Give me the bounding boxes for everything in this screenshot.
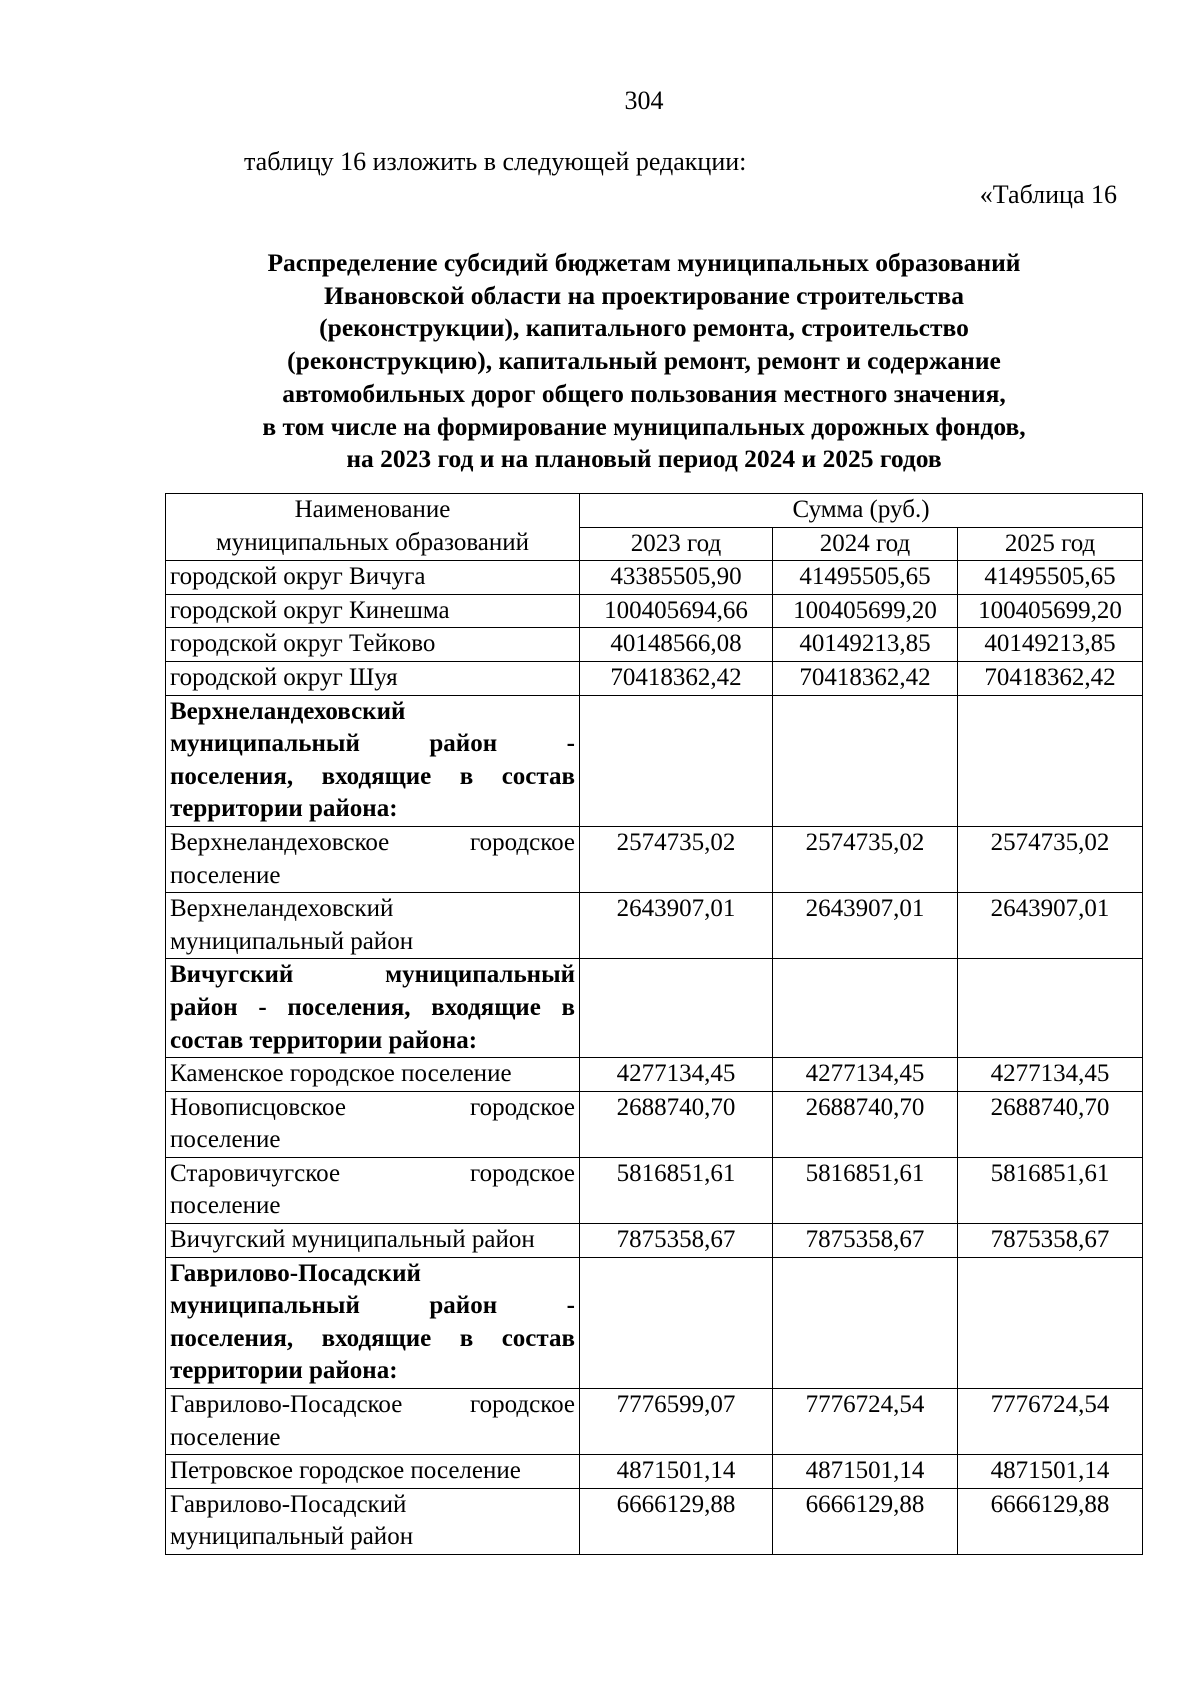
- amount-cell-2024: [773, 959, 958, 1058]
- amount-cell-2025: [958, 959, 1143, 1058]
- table-row: [166, 1455, 1143, 1489]
- municipality-name-cell: [166, 661, 580, 695]
- municipality-name-cell: [166, 1091, 580, 1157]
- amount-cell-2024: 40149213,85: [773, 628, 958, 662]
- table-group-row: [166, 695, 1143, 826]
- municipality-name-cell: [166, 826, 580, 892]
- name-line: Старовичугское городское: [170, 1159, 575, 1187]
- year-header-2025: 2025 год: [958, 527, 1143, 561]
- municipality-name-cell: [166, 893, 580, 959]
- name-line: муниципальный район: [170, 927, 414, 955]
- name-line: территории района:: [170, 1357, 398, 1385]
- table-row: [166, 594, 1143, 628]
- name-line: поселение: [170, 861, 281, 889]
- table-label: «Таблица 16: [979, 180, 1117, 209]
- amount-cell-2023: 2688740,70: [580, 1091, 773, 1157]
- amount-cell-2023: 4871501,14: [580, 1455, 773, 1489]
- name-line: Гаврилово-Посадский: [170, 1259, 421, 1287]
- name-line: городской округ Кинешма: [170, 596, 450, 624]
- table-row: [166, 1157, 1143, 1223]
- table-row: [166, 1389, 1143, 1455]
- table-row: [166, 826, 1143, 892]
- table-row: [166, 1488, 1143, 1554]
- amount-cell-2024: 7875358,67: [773, 1224, 958, 1258]
- municipality-name-cell: [166, 1157, 580, 1223]
- municipality-name-cell: [166, 628, 580, 662]
- sum-column-header: Сумма (руб.): [580, 494, 1143, 528]
- amount-cell-2023: 100405694,66: [580, 594, 773, 628]
- name-line: Гаврилово-Посадский: [170, 1490, 407, 1518]
- group-name-cell: [166, 959, 580, 1058]
- amount-cell-2024: 41495505,65: [773, 561, 958, 595]
- name-line: городской округ Шуя: [170, 663, 398, 691]
- name-line: муниципальный район: [170, 1523, 414, 1551]
- name-line: Гаврилово-Посадское городское: [170, 1391, 575, 1419]
- page-number: 304: [624, 86, 664, 115]
- title-line: Распределение субсидий бюджетам муниципальных образований: [267, 248, 1021, 277]
- amount-cell-2024: 5816851,61: [773, 1157, 958, 1223]
- table-group-row: [166, 959, 1143, 1058]
- municipality-name-cell: [166, 1455, 580, 1489]
- amount-cell-2024: 4277134,45: [773, 1058, 958, 1092]
- table-row: [166, 1224, 1143, 1258]
- name-line: Вичугский муниципальный: [170, 961, 575, 989]
- intro-text: таблицу 16 изложить в следующей редакции:: [244, 147, 747, 176]
- name-line: Петровское городское поселение: [170, 1457, 521, 1485]
- municipality-name-cell: [166, 1488, 580, 1554]
- amount-cell-2025: 7776724,54: [958, 1389, 1143, 1455]
- municipality-name-cell: [166, 1389, 580, 1455]
- amount-cell-2024: 2574735,02: [773, 826, 958, 892]
- municipality-name-cell: [166, 594, 580, 628]
- amount-cell-2023: 2574735,02: [580, 826, 773, 892]
- table-group-row: [166, 1257, 1143, 1388]
- amount-cell-2023: 5816851,61: [580, 1157, 773, 1223]
- amount-cell-2024: 2688740,70: [773, 1091, 958, 1157]
- amount-cell-2023: 43385505,90: [580, 561, 773, 595]
- title-line: в том числе на формирование муниципальных дорожных фондов,: [262, 411, 1026, 441]
- amount-cell-2023: 7875358,67: [580, 1224, 773, 1258]
- amount-cell-2024: [773, 695, 958, 826]
- amount-cell-2025: 5816851,61: [958, 1157, 1143, 1223]
- name-line: поселения, входящие в состав: [170, 1324, 575, 1352]
- name-line: поселения, входящие в состав: [170, 762, 575, 790]
- name-line: поселение: [170, 1423, 281, 1451]
- amount-cell-2025: [958, 695, 1143, 826]
- amount-cell-2025: 100405699,20: [958, 594, 1143, 628]
- name-line: муниципальный район -: [170, 730, 575, 758]
- amount-cell-2023: [580, 959, 773, 1058]
- amount-cell-2025: 4871501,14: [958, 1455, 1143, 1489]
- amount-cell-2023: 7776599,07: [580, 1389, 773, 1455]
- table-row: [166, 561, 1143, 595]
- name-line: муниципальный район -: [170, 1292, 575, 1320]
- table-row: [166, 893, 1143, 959]
- amount-cell-2023: 6666129,88: [580, 1488, 773, 1554]
- name-line: городской округ Вичуга: [170, 563, 426, 591]
- amount-cell-2025: 41495505,65: [958, 561, 1143, 595]
- amount-cell-2024: 70418362,42: [773, 661, 958, 695]
- table-row: [166, 661, 1143, 695]
- amount-cell-2023: [580, 695, 773, 826]
- municipality-name-cell: [166, 1058, 580, 1092]
- name-line: Верхнеландеховский: [170, 697, 406, 725]
- amount-cell-2023: 40148566,08: [580, 628, 773, 662]
- group-name-cell: [166, 1257, 580, 1388]
- amount-cell-2025: 40149213,85: [958, 628, 1143, 662]
- amount-cell-2024: [773, 1257, 958, 1388]
- year-header-2023: 2023 год: [580, 527, 773, 561]
- amount-cell-2025: 2688740,70: [958, 1091, 1143, 1157]
- name-line: территории района:: [170, 795, 398, 823]
- name-line: Новописцовское городское: [170, 1093, 575, 1121]
- amount-cell-2023: 4277134,45: [580, 1058, 773, 1092]
- name-header-line: Наименование: [294, 496, 451, 523]
- name-line: Верхнеландеховское городское: [170, 828, 575, 856]
- name-line: городской округ Тейково: [170, 630, 436, 658]
- name-line: Каменское городское поселение: [170, 1060, 512, 1088]
- table-row: [166, 1091, 1143, 1157]
- amount-cell-2025: 70418362,42: [958, 661, 1143, 695]
- name-column-header: [166, 494, 580, 561]
- table-row: [166, 1058, 1143, 1092]
- municipality-name-cell: [166, 1224, 580, 1258]
- amount-cell-2025: 7875358,67: [958, 1224, 1143, 1258]
- document-title: [160, 247, 1128, 476]
- title-line: на 2023 год и на плановый период 2024 и 2025 годов: [346, 444, 942, 474]
- group-name-cell: [166, 695, 580, 826]
- title-line: автомобильных дорог общего пользования местного значения,: [282, 378, 1006, 408]
- table-body: [166, 561, 1143, 1555]
- title-line: Ивановской области на проектирование строительства: [324, 280, 964, 310]
- year-header-2024: 2024 год: [773, 527, 958, 561]
- name-header-line: муниципальных образований: [215, 528, 530, 556]
- subsidy-distribution-table: [165, 493, 1143, 1555]
- amount-cell-2023: 70418362,42: [580, 661, 773, 695]
- amount-cell-2024: 4871501,14: [773, 1455, 958, 1489]
- amount-cell-2025: 2574735,02: [958, 826, 1143, 892]
- amount-cell-2025: 4277134,45: [958, 1058, 1143, 1092]
- table-header-row: [166, 494, 1143, 528]
- amount-cell-2023: 2643907,01: [580, 893, 773, 959]
- amount-cell-2024: 2643907,01: [773, 893, 958, 959]
- name-line: поселение: [170, 1126, 281, 1154]
- amount-cell-2025: [958, 1257, 1143, 1388]
- name-line: район - поселения, входящие в: [170, 993, 575, 1021]
- name-line: поселение: [170, 1192, 281, 1220]
- name-line: состав территории района:: [170, 1026, 478, 1054]
- amount-cell-2024: 7776724,54: [773, 1389, 958, 1455]
- amount-cell-2025: 2643907,01: [958, 893, 1143, 959]
- title-line: (реконструкции), капитального ремонта, строительство: [319, 313, 969, 343]
- amount-cell-2024: 100405699,20: [773, 594, 958, 628]
- municipality-name-cell: [166, 561, 580, 595]
- table-row: [166, 628, 1143, 662]
- title-line: (реконструкцию), капитальный ремонт, ремонт и содержание: [287, 346, 1001, 376]
- amount-cell-2024: 6666129,88: [773, 1488, 958, 1554]
- amount-cell-2025: 6666129,88: [958, 1488, 1143, 1554]
- amount-cell-2023: [580, 1257, 773, 1388]
- name-line: Вичугский муниципальный район: [170, 1226, 535, 1254]
- name-line: Верхнеландеховский: [170, 895, 394, 923]
